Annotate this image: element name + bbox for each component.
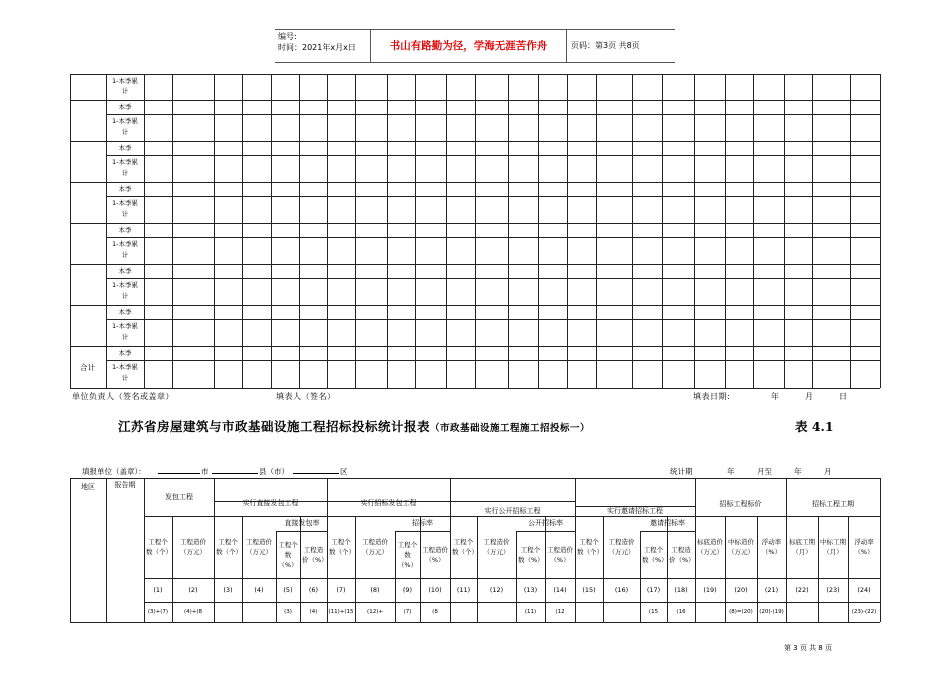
col-header-16: 工程造价（万元） xyxy=(608,538,635,556)
header-report-period: 报告期 xyxy=(114,480,136,489)
header-contract: 发包工程 xyxy=(165,492,193,501)
col-number-3: (3) xyxy=(223,585,233,594)
upper-block-line xyxy=(70,141,880,142)
col-number-23: (23) xyxy=(826,585,840,594)
col-formula-11 xyxy=(450,604,477,620)
col-header-24: 浮动率（%） xyxy=(854,538,874,556)
upper-col-line xyxy=(596,74,597,388)
col-header-2: 工程造价（万元） xyxy=(180,538,206,556)
lower-rate-line xyxy=(640,531,695,532)
lower-col-line xyxy=(106,478,107,622)
report-subtitle: （市政基础设施工程施工招投标一） xyxy=(430,423,591,434)
unit-county-blank[interactable] xyxy=(212,466,258,474)
header-direct: 实行直接发包工程 xyxy=(242,498,299,507)
col-header-11: 工程个数（个） xyxy=(452,538,478,556)
col-header-18: 工程造价（%） xyxy=(669,545,695,564)
col-header-22: 标底工期（月） xyxy=(789,538,815,556)
col-formula-12 xyxy=(477,604,516,620)
col-number-8: (8) xyxy=(370,585,380,594)
upper-col-line xyxy=(70,74,71,388)
upper-row-line xyxy=(106,237,880,238)
col-header-9: 工程个数（%） xyxy=(397,540,418,569)
unit-city-blank[interactable] xyxy=(158,466,200,474)
col-formula-2: (4)+(8 xyxy=(183,608,203,615)
table-number: 表 4.1 xyxy=(795,419,834,434)
upper-col-line xyxy=(242,74,243,388)
col-header-5: 工程个数（%） xyxy=(278,540,298,569)
col-formula-4 xyxy=(242,604,276,620)
col-formula-8: (12)+ xyxy=(367,608,383,615)
row-label-cumulative: 1-本季累 xyxy=(112,199,138,207)
upper-col-line xyxy=(172,74,173,388)
upper-col-line xyxy=(415,74,416,388)
upper-col-line xyxy=(144,74,145,388)
col-number-15: (15) xyxy=(582,585,596,594)
upper-col-line xyxy=(387,74,388,388)
lower-group-line xyxy=(575,478,576,622)
lower-top-line xyxy=(70,478,880,479)
lower-h-line xyxy=(144,578,880,579)
upper-block-line xyxy=(70,182,880,183)
col-formula-24: (23)-(22) xyxy=(851,608,877,615)
col-header-14: 工程造价（%） xyxy=(547,545,573,564)
row-label-cumulative: 1-本季累 xyxy=(112,77,138,85)
col-header-6: 工程造价（%） xyxy=(302,545,328,564)
header-duration: 招标工程工期 xyxy=(812,499,854,508)
row-label-current-quarter: 本季 xyxy=(118,349,132,357)
county-label: 县（市） xyxy=(259,467,289,476)
upper-col-line xyxy=(850,74,851,388)
col-number-2: (2) xyxy=(188,585,198,594)
upper-row-line xyxy=(106,155,880,156)
row-label-current-quarter: 本季 xyxy=(118,308,132,316)
doc-number-label: 编号: xyxy=(278,32,297,41)
col-number-5: (5) xyxy=(283,585,293,594)
upper-block-line xyxy=(70,264,880,265)
report-title xyxy=(118,417,590,435)
fill-date-label: 填表日期: xyxy=(693,392,731,401)
row-label-current-quarter: 本季 xyxy=(118,226,132,234)
col-header-19: 标底造价（万元） xyxy=(697,538,723,556)
col-formula-7: (11)+(15 xyxy=(328,608,354,615)
upper-block-line xyxy=(70,100,880,101)
col-formula-10: (8 xyxy=(432,608,438,615)
upper-row-line xyxy=(106,319,880,320)
upper-col-line xyxy=(567,74,568,388)
row-label-current-quarter: 本季 xyxy=(118,185,132,193)
col-number-20: (20) xyxy=(734,585,748,594)
col-number-6: (6) xyxy=(308,585,319,594)
upper-row-line xyxy=(106,278,880,279)
upper-col-line xyxy=(446,74,447,388)
row-label-cumulative: 1-本季累 xyxy=(112,322,138,330)
col-number-14: (14) xyxy=(553,585,567,594)
col-header-12: 工程造价（万元） xyxy=(483,538,510,556)
col-header-3: 工程个数（个） xyxy=(216,538,242,556)
upper-row-line xyxy=(106,114,880,115)
period-month-to: 月至 xyxy=(757,467,772,476)
row-label-cumulative-end: 计 xyxy=(121,210,129,218)
header-tender-rate: 招标率 xyxy=(412,519,433,527)
upper-top-line xyxy=(70,74,880,75)
col-formula-15 xyxy=(575,604,603,620)
fill-date-year: 年 xyxy=(771,392,780,401)
col-number-18: (18) xyxy=(674,585,688,594)
lower-left-line xyxy=(70,478,71,622)
upper-col-line xyxy=(662,74,663,388)
page-header xyxy=(275,29,675,63)
city-label: 市 xyxy=(201,467,209,476)
upper-col-line xyxy=(632,74,633,388)
fill-date-month: 月 xyxy=(805,392,814,401)
unit-district-blank[interactable] xyxy=(293,466,339,474)
row-label-current-quarter: 本季 xyxy=(118,144,132,152)
lower-rate-line xyxy=(516,531,575,532)
row-label-cumulative: 1-本季累 xyxy=(112,281,138,289)
row-label-cumulative-end: 计 xyxy=(121,333,129,341)
region-total-label: 合计 xyxy=(80,363,95,372)
col-formula-13: (11) xyxy=(524,608,537,615)
header-meta xyxy=(275,30,371,62)
period-month2: 月 xyxy=(824,467,832,476)
lower-h-line light xyxy=(144,602,880,603)
upper-block-line xyxy=(70,346,880,347)
upper-col-line xyxy=(694,74,695,388)
col-header-4: 工程造价（万元） xyxy=(246,538,272,556)
col-number-13: (13) xyxy=(523,585,538,594)
row-label-cumulative: 1-本季累 xyxy=(112,117,138,125)
lower-right-line xyxy=(880,478,881,622)
row-label-cumulative-end: 计 xyxy=(121,128,129,136)
col-formula-9: (7) xyxy=(403,608,412,615)
upper-col-line xyxy=(271,74,272,388)
period-year1: 年 xyxy=(727,467,735,476)
col-number-4: (4) xyxy=(254,585,264,594)
upper-col-line xyxy=(355,74,356,388)
col-number-10: (10) xyxy=(428,585,442,594)
page-footer: 第 3 页 共 8 页 xyxy=(783,644,832,652)
period-label: 统计期 xyxy=(670,467,693,476)
upper-col-line xyxy=(880,74,881,388)
col-number-21: (21) xyxy=(764,585,779,594)
filler-signature: 填表人（签名） xyxy=(276,392,336,401)
upper-block-line xyxy=(70,305,880,306)
motto-text: 书山有路勤为径，学海无涯苦作舟 xyxy=(371,30,567,62)
col-formula-17: (15 xyxy=(648,608,659,615)
time-label: 时间：2021年x月x日 xyxy=(278,43,356,52)
header-invite-rate: 邀请招标率 xyxy=(650,519,685,527)
upper-row-line xyxy=(106,196,880,197)
col-formula-19 xyxy=(695,604,725,620)
header-open-rate: 公开招标率 xyxy=(528,519,563,527)
header-price: 招标工程标价 xyxy=(719,499,762,508)
district-label: 区 xyxy=(340,467,348,476)
col-header-21: 浮动率（%） xyxy=(761,538,782,556)
page-info: 页码：第3页 共8页 xyxy=(571,41,640,50)
header-invite: 实行邀请招标工程 xyxy=(607,506,663,515)
col-number-12: (12) xyxy=(489,585,504,594)
upper-col-line xyxy=(299,74,300,388)
row-label-cumulative-end: 计 xyxy=(121,87,129,95)
row-label-cumulative: 1-本季累 xyxy=(112,363,138,371)
upper-col-line xyxy=(725,74,726,388)
col-header-1: 工程个数（个） xyxy=(146,538,172,556)
fill-date-day: 日 xyxy=(839,392,848,401)
col-number-16: (16) xyxy=(614,585,629,594)
row-label-cumulative-end: 计 xyxy=(121,292,129,300)
fill-unit-label: 填报单位（盖章）： xyxy=(82,467,146,476)
col-header-23: 中标工期（月） xyxy=(820,538,846,556)
col-formula-22 xyxy=(786,604,818,620)
col-number-24: (24) xyxy=(857,585,871,594)
col-formula-6: (4) xyxy=(309,608,318,615)
report-title-main: 江苏省房屋建筑与市政基础设施工程招标投标统计报表 xyxy=(118,419,431,434)
upper-col-line xyxy=(812,74,813,388)
row-label-cumulative-end: 计 xyxy=(121,169,129,177)
header-open: 实行公开招标工程 xyxy=(484,506,541,515)
col-header-7: 工程个数（个） xyxy=(329,538,355,556)
col-header-15: 工程个数（个） xyxy=(577,538,603,556)
col-header-17: 工程个数（%） xyxy=(642,545,668,564)
lower-rate-line xyxy=(395,531,450,532)
col-formula-21: (20)-(19) xyxy=(759,608,784,615)
header-tender: 实行招标发包工程 xyxy=(360,498,417,507)
header-region: 地区 xyxy=(81,482,95,491)
col-formula-5: (3) xyxy=(284,608,292,615)
lower-bottom-line xyxy=(70,622,880,623)
upper-row-line xyxy=(106,360,880,361)
col-header-20: 中标造价（万元） xyxy=(728,538,754,556)
row-label-current-quarter: 本季 xyxy=(118,103,132,111)
upper-col-line xyxy=(214,74,215,388)
col-header-13: 工程个数（%） xyxy=(518,545,544,564)
upper-col-line xyxy=(784,74,785,388)
upper-bottom-line xyxy=(70,388,880,389)
upper-col-line xyxy=(508,74,509,388)
col-formula-16 xyxy=(603,604,640,620)
col-formula-1: (3)+(7) xyxy=(147,608,169,615)
period-year2: 年 xyxy=(794,467,802,476)
col-formula-20: (8)=(20) xyxy=(729,608,753,615)
lower-group-line xyxy=(450,478,451,622)
col-formula-23 xyxy=(818,604,848,620)
row-label-cumulative: 1-本季累 xyxy=(112,158,138,166)
header-direct-rate: 直接发包率 xyxy=(284,519,320,527)
lower-rate-line xyxy=(276,531,328,532)
upper-col-line xyxy=(538,74,539,388)
col-number-17: (17) xyxy=(646,585,661,594)
row-label-cumulative-end: 计 xyxy=(121,374,129,382)
upper-block-line xyxy=(70,223,880,224)
col-number-22: (22) xyxy=(795,585,809,594)
row-label-cumulative: 1-本季累 xyxy=(112,240,138,248)
upper-col-line xyxy=(327,74,328,388)
col-header-8: 工程造价（万元） xyxy=(362,538,388,556)
upper-col-line xyxy=(753,74,754,388)
col-formula-3 xyxy=(214,604,242,620)
upper-col-line xyxy=(475,74,476,388)
col-number-7: (7) xyxy=(336,585,346,594)
col-formula-14: (12 xyxy=(555,608,565,615)
responsible-signature: 单位负责人（签名或盖章） xyxy=(72,392,174,401)
row-label-cumulative-end: 计 xyxy=(121,251,129,259)
col-number-9: (9) xyxy=(402,585,413,594)
col-number-19: (19) xyxy=(703,585,717,594)
row-label-current-quarter: 本季 xyxy=(118,267,132,275)
col-formula-18: (16 xyxy=(676,608,686,615)
col-number-11: (11) xyxy=(456,585,471,594)
col-header-10: 工程造价（%） xyxy=(422,545,448,564)
col-number-1: (1) xyxy=(153,585,163,594)
